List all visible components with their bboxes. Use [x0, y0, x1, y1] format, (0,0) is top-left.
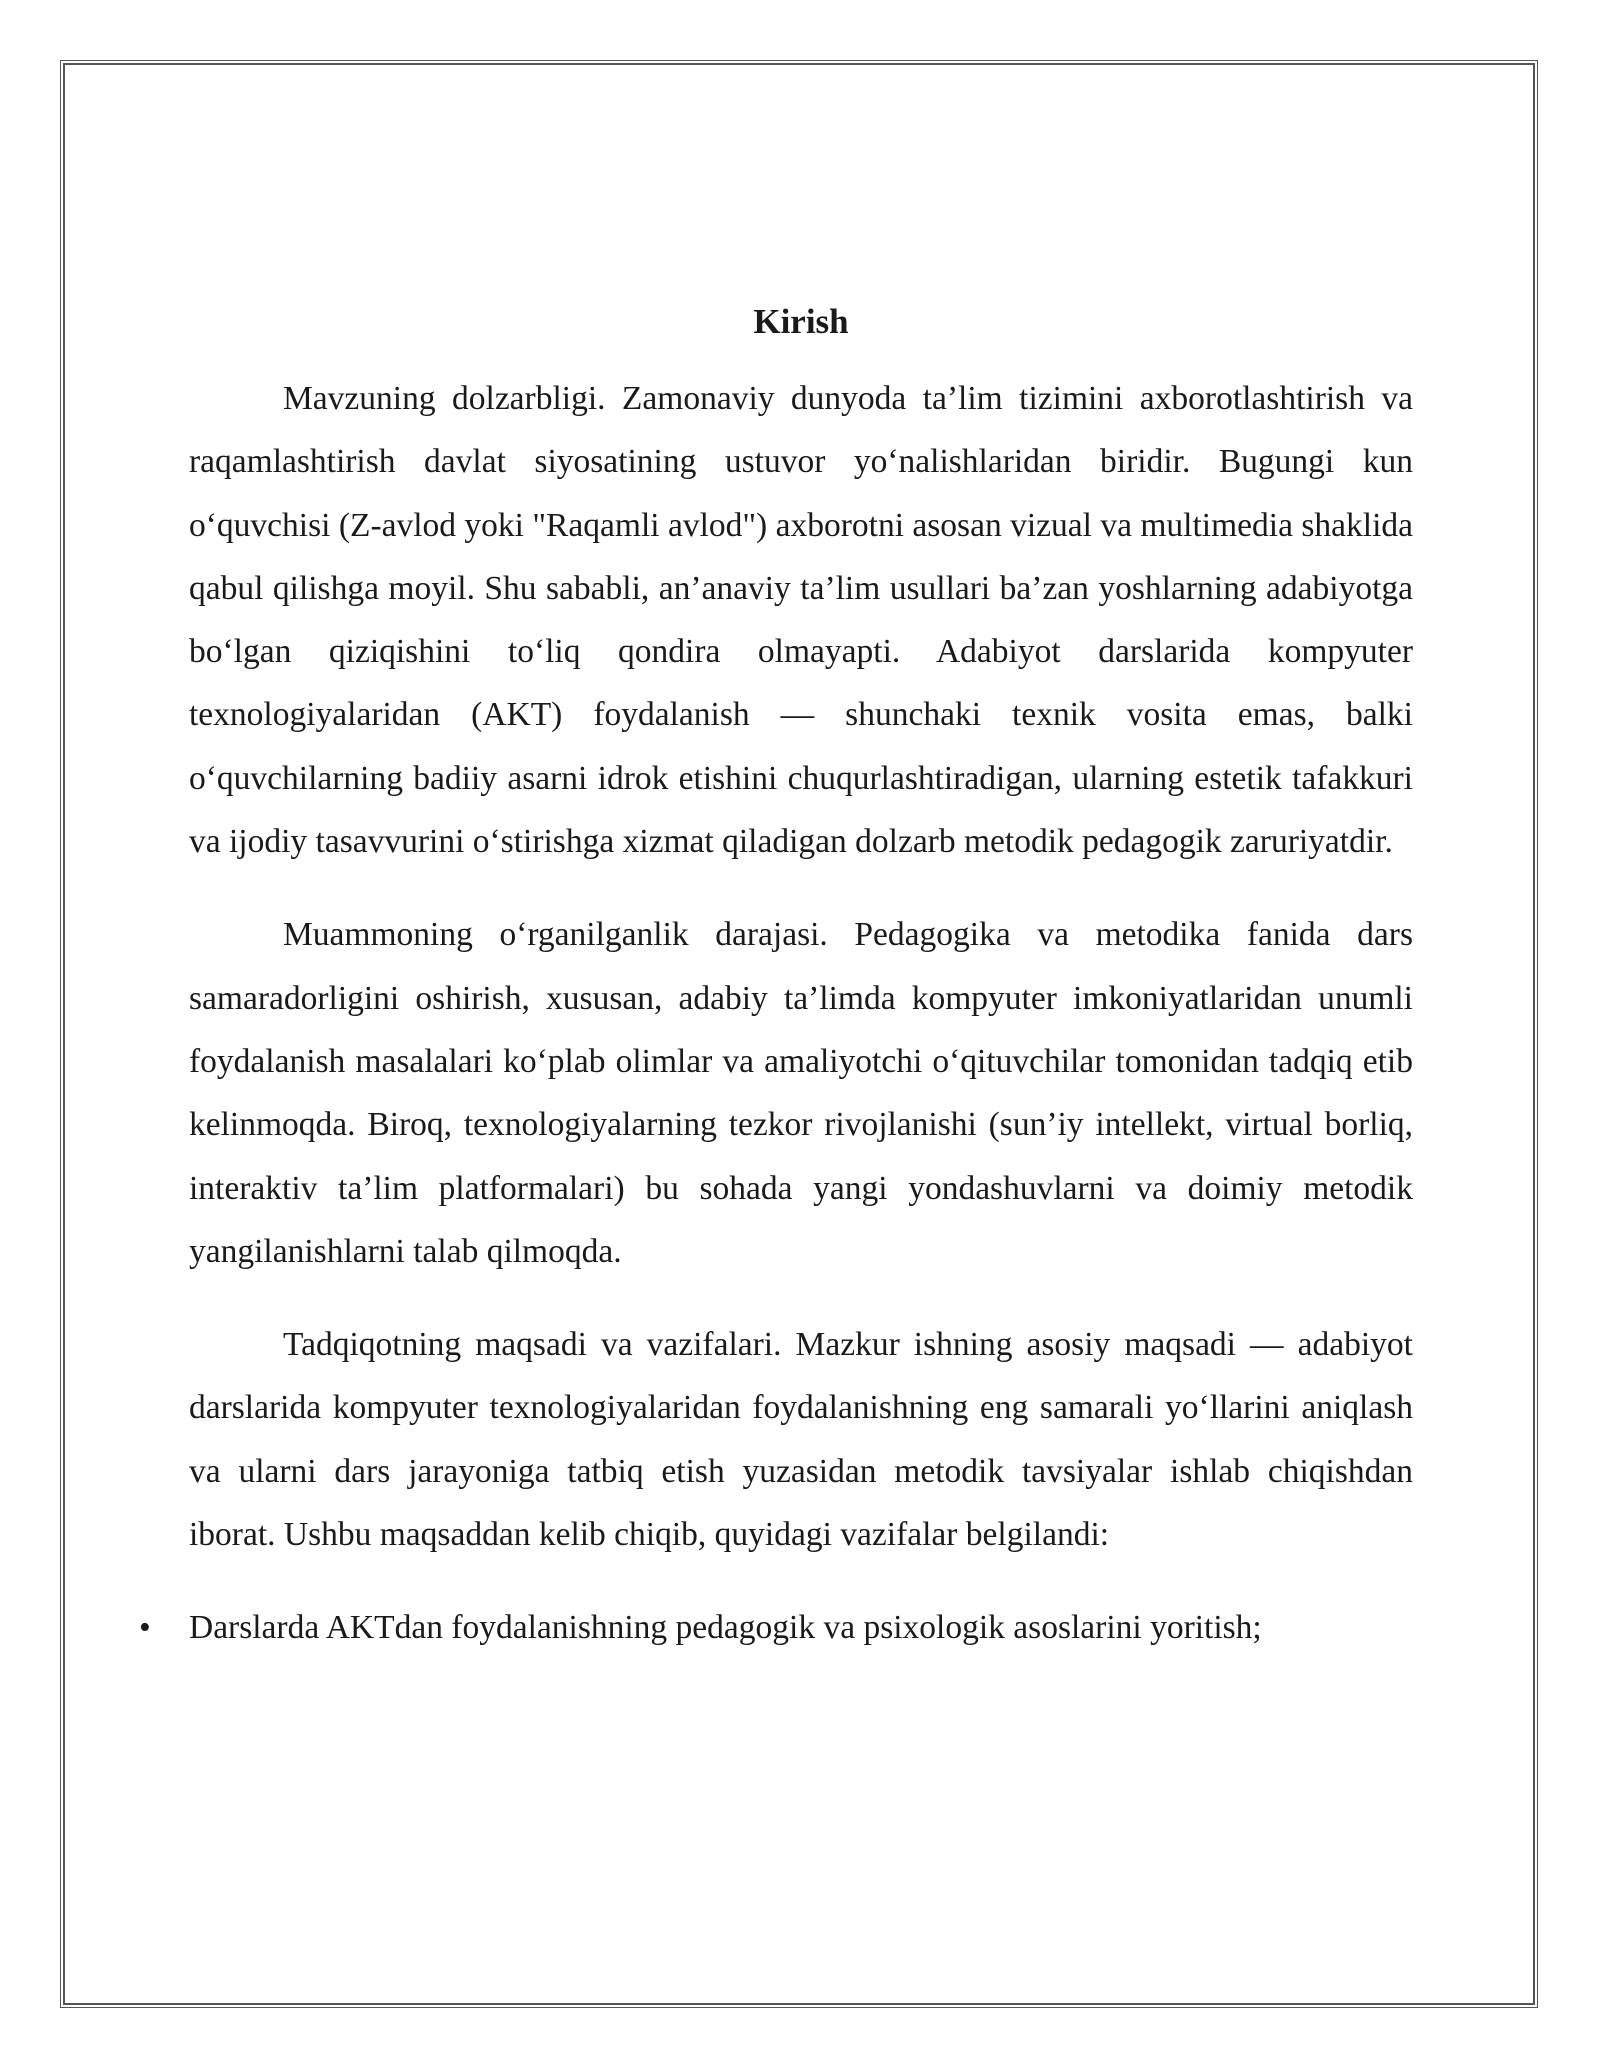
list-item-text: Darslarda AKTdan foydalanishning pedagogik va psixologik asoslarini yoritish;: [189, 1609, 1262, 1647]
document-body: [139, 292, 1413, 1660]
task-list: [139, 1596, 1413, 1659]
paragraph-research-level: Muammoning o‘rganilganlik darajasi. Pedagogika va metodika fanida dars samaradorligini oshirish, xususan, adabiy ta’limda kompyuter imkoniyatlaridan unumli foydalanish masalalari ko‘plab olimlar va amaliyotchi o‘qituvchilar tomonidan tadqiq etib kelinmoqda. Biroq, texnologiyalarning tezkor rivojlanishi (sun’iy intellekt, virtual borliq, interaktiv ta’lim platformalari) bu sohada yangi yondashuvlarni va doimiy metodik yangilanishlarni talab qilmoqda.: [189, 916, 1413, 1270]
section-title: Kirish: [753, 302, 849, 341]
paragraph-goals: Tadqiqotning maqsadi va vazifalari. Mazkur ishning asosiy maqsadi — adabiyot darslarida kompyuter texnologiyalaridan foydalanishning eng samarali yo‘llarini aniqlash va ularni dars jarayoniga tatbiq etish yuzasidan metodik tavsiyalar ishlab chiqishdan iborat. Ushbu maqsaddan kelib chiqib, quyidagi vazifalar belgilandi:: [189, 1326, 1413, 1554]
paragraph-relevance: Mavzuning dolzarbligi. Zamonaviy dunyoda ta’lim tizimini axborotlashtirish va raqamlashtirish davlat siyosatining ustuvor yo‘nalishlaridan biridir. Bugungi kun o‘quvchisi (Z-avlod yoki "Raqamli avlod") axborotni asosan vizual va multimedia shaklida qabul qilishga moyil. Shu sababli, an’anaviy ta’lim usullari ba’zan yoshlarning adabiyotga bo‘lgan qiziqishini to‘liq qondira olmayapti. Adabiyot darslarida kompyuter texnologiyalaridan (AKT) foydalanish — shunchaki texnik vosita emas, balki o‘quvchilarning badiiy asarni idrok etishini chuqurlashtiradigan, ularning estetik tafakkuri va ijodiy tasavvurini o‘stirishga xizmat qiladigan dolzarb metodik pedagogik zaruriyatdir.: [189, 380, 1413, 861]
list-item: [139, 1596, 1413, 1659]
bullet-icon: •: [139, 1609, 151, 1647]
